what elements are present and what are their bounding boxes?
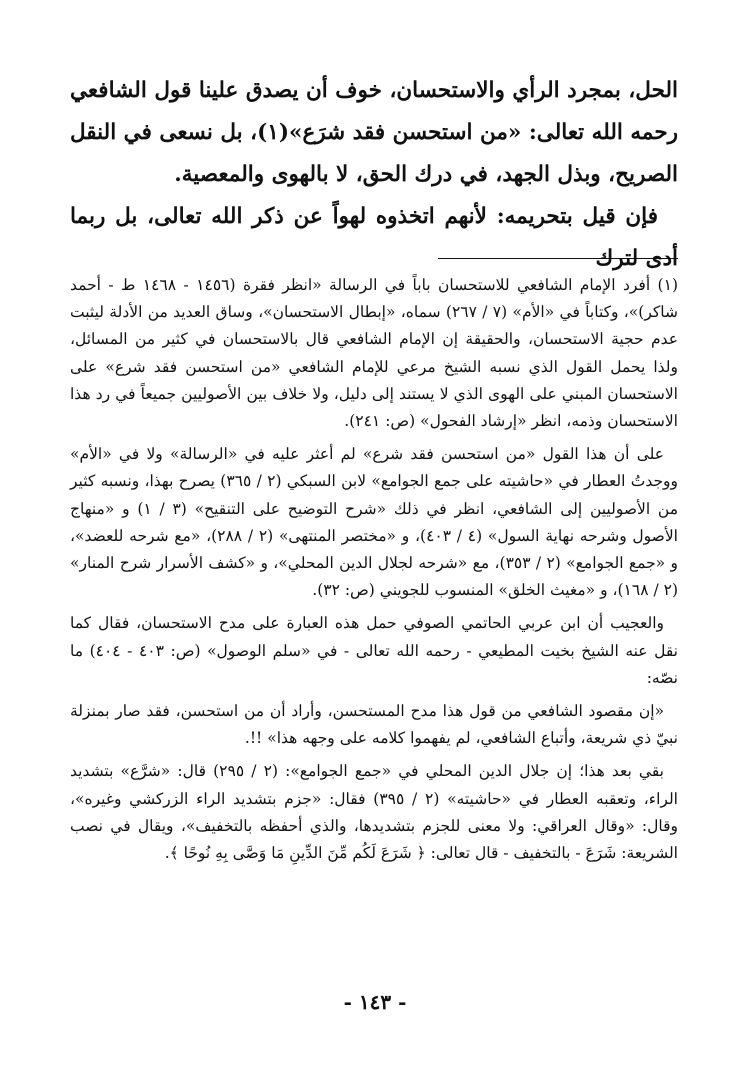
main-paragraph-1: الحل، بمجرد الرأي والاستحسان، خوف أن يصدق علينا قول الشافعي رحمه الله تعالى: «من استحسن فقد شرَع»(١)، بل نسعى في النقل الصريح، وبذل الجهد، في درك الحق، لا بالهوى والمعصية.	[70, 78, 678, 187]
footnote-paragraph-2: على أن هذا القول «من استحسن فقد شرع» لم أعثر عليه في «الرسالة» ولا في «الأم» ووجدتُ العطار في «حاشيته على جمع الجوامع» لابن السبكي (٢ / ٣٦٥) يصرح بهذا، ونسبه كثير من الأصوليين إلى الشافعي، انظر في ذلك «شرح التوضيح على التنقيح» (٣ / ١) و «منهاج الأصول وشرحه نهاية السول» (٤ / ٤٠٣)، و «مختصر المنتهى» (٢ / ٢٨٨)، «مع شرحه للعضد»، و «جمع الجوامع» (٢ / ٣٥٣)، مع «شرحه لجلال الدين المحلي»، و «كشف الأسرار شرح المنار» (٢ / ١٦٨)، و «مغيث الخلق» المنسوب للجويني (ص: ٣٢).	[70, 445, 679, 600]
main-text	[70, 70, 678, 280]
footnote-paragraph-3: والعجيب أن ابن عربي الحاتمي الصوفي حمل هذه العبارة على مدح الاستحسان، فقال كما نقل عنه الشيخ بخيت المطيعي - رحمه الله تعالى - في «سلم الوصول» (ص: ٤٠٣ - ٤٠٤) ما نصّه:	[70, 614, 679, 687]
footnote-paragraph-1: (١) أفرد الإمام الشافعي للاستحسان باباً في الرسالة «انظر فقرة (١٤٥٦ - ١٤٦٨ ط - أحمد شاكر)»، وكتاباً في «الأم» (٧ / ٢٦٧) سماه، «إبطال الاستحسان»، وساق العديد من الأدلة ليثبت عدم حجية الاستحسان، والحقيقة إن الإمام الشافعي قال بالاستحسان في كثير من المسائل، ولذا يحمل القول الذي نسبه الشيخ مرعي للإمام الشافعي «من استحسن فقد شرع» على الاستحسان المبني على الهوى الذي لا يستند إلى دليل، ولا خلاف بين الأصوليين جميعاً في رد هذا الاستحسان وذمه، انظر «إرشاد الفحول» (ص: ٢٤١).	[70, 276, 678, 431]
main-paragraph-2: فإن قيل بتحريمه: لأنهم اتخذوه لهواً عن ذكر الله تعالى، بل ربما أدى لترك	[70, 204, 678, 271]
footnote-paragraph-5: بقي بعد هذا؛ إن جلال الدين المحلي في «جمع الجوامع»: (٢ / ٢٩٥) قال: «شرَّع» بتشديد الراء، وتعقبه العطار في «حاشيته» (٢ / ٣٩٥) فقال: «جزم بتشديد الراء الزركشي وغيره»، وقال: «وقال العراقي: ولا معنى للجزم بتشديدها، والذي أحفظه بالتخفيف»، ويقال في نصب الشريعة: شَرَعَ - بالتخفيف - قال تعالى: ﴿ شَرَعَ لَكُم مِّنَ الدِّينِ مَا وَصَّى بِهِ نُوحًا ﴾.	[70, 762, 678, 863]
page-number: - ١٤٣ -	[343, 990, 407, 1014]
footnotes	[70, 272, 678, 873]
footnote-paragraph-4: «إن مقصود الشافعي من قول هذا مدح المستحسن، وأراد أن من استحسن، فقد صار بمنزلة نبيّ ذي شريعة، وأتباع الشافعي، لم يفهموا كلامه على وجهه هذا» !!.	[70, 702, 678, 748]
footnote-separator	[438, 258, 678, 259]
